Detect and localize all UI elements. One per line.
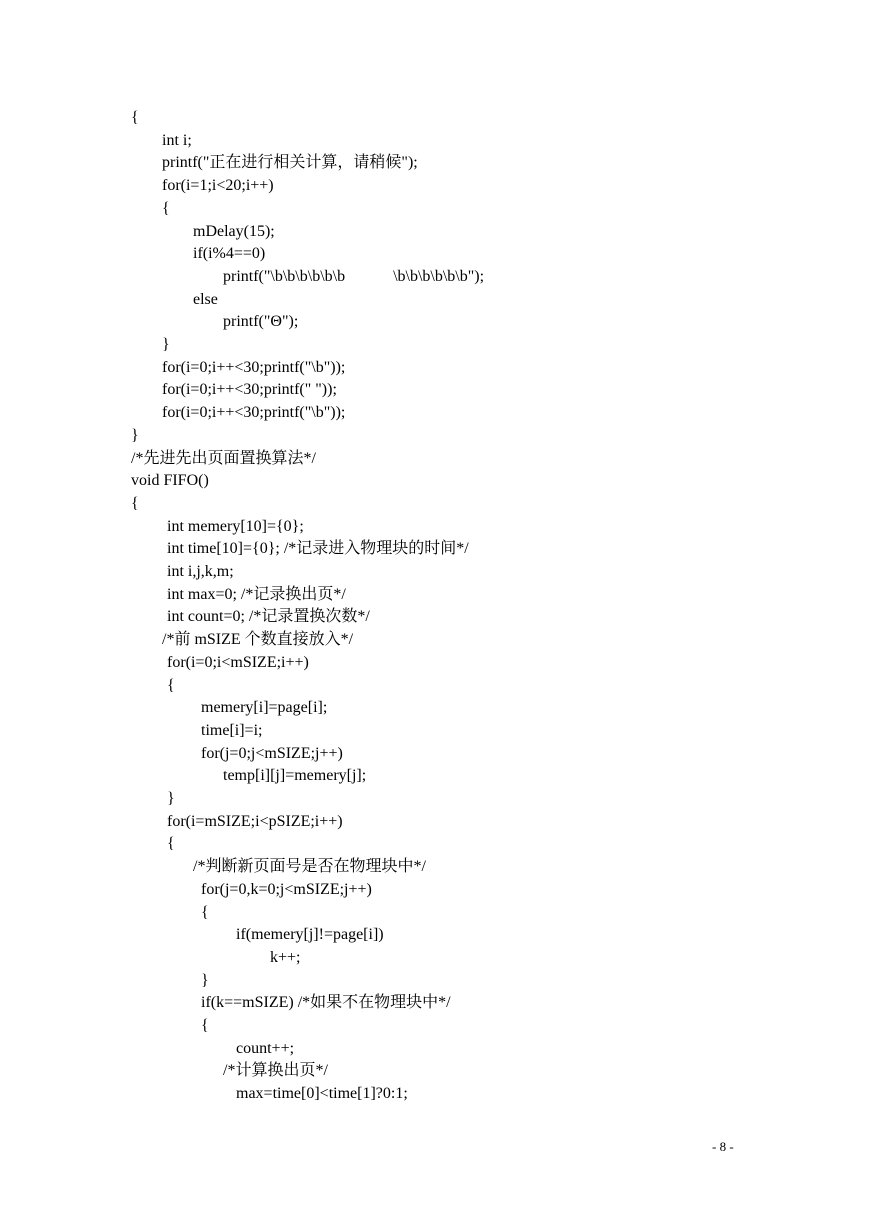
code-line: for(i=0;i++<30;printf("\b")); <box>162 404 346 422</box>
code-line: for(j=0;j<mSIZE;j++) <box>201 744 343 762</box>
code-line: for(i=0;i<mSIZE;i++) <box>167 653 309 671</box>
code-line: /*先进先出页面置换算法*/ <box>131 449 316 467</box>
code-line: if(k==mSIZE) /*如果不在物理块中*/ <box>201 994 451 1012</box>
code-line: int i; <box>162 131 192 149</box>
code-line: for(j=0,k=0;j<mSIZE;j++) <box>201 880 372 898</box>
code-line: { <box>131 109 139 126</box>
code-line: int memery[10]={0}; <box>167 517 304 535</box>
code-line: { <box>167 835 175 853</box>
code-line: } <box>131 426 139 444</box>
code-line: printf("Θ"); <box>223 313 299 331</box>
code-line: /*计算换出页*/ <box>223 1062 328 1080</box>
code-line: memery[i]=page[i]; <box>201 699 328 717</box>
code-line: for(i=0;i++<30;printf("\b")); <box>162 358 346 376</box>
code-line: k++; <box>270 948 301 966</box>
code-line: temp[i][j]=memery[j]; <box>223 767 367 785</box>
code-line: int max=0; /*记录换出页*/ <box>167 585 346 603</box>
code-line: int i,j,k,m; <box>167 563 234 580</box>
code-line: mDelay(15); <box>193 222 275 240</box>
code-line: /*判断新页面号是否在物理块中*/ <box>193 858 426 876</box>
code-line: int count=0; /*记录置换次数*/ <box>167 608 370 626</box>
code-line: } <box>162 336 170 353</box>
code-line: for(i=1;i<20;i++) <box>162 177 274 195</box>
code-line: } <box>201 971 209 989</box>
code-line: { <box>167 676 175 694</box>
code-line: max=time[0]<time[1]?0:1; <box>236 1085 408 1103</box>
code-line: time[i]=i; <box>201 721 263 739</box>
code-line: if(memery[j]!=page[i]) <box>236 926 384 944</box>
code-line: for(i=mSIZE;i<pSIZE;i++) <box>167 812 343 830</box>
code-line: { <box>131 494 139 512</box>
code-line: for(i=0;i++<30;printf(" ")); <box>162 381 337 399</box>
code-line: printf("正在进行相关计算，请稍候"); <box>162 154 418 172</box>
code-line: /*前 mSIZE 个数直接放入*/ <box>162 631 354 649</box>
code-line: void FIFO() <box>131 472 209 490</box>
code-line: { <box>162 199 170 217</box>
code-line: int time[10]={0}; /*记录进入物理块的时间*/ <box>167 540 469 558</box>
code-line: printf("\b\b\b\b\b\b \b\b\b\b\b\b"); <box>223 267 485 285</box>
code-line: } <box>167 790 175 807</box>
code-line: if(i%4==0) <box>193 245 266 263</box>
code-line: count++; <box>236 1039 295 1057</box>
code-line: else <box>193 290 218 308</box>
page-number: - 8 - <box>712 1139 734 1154</box>
code-line: { <box>201 1017 209 1034</box>
code-line: { <box>201 903 209 921</box>
